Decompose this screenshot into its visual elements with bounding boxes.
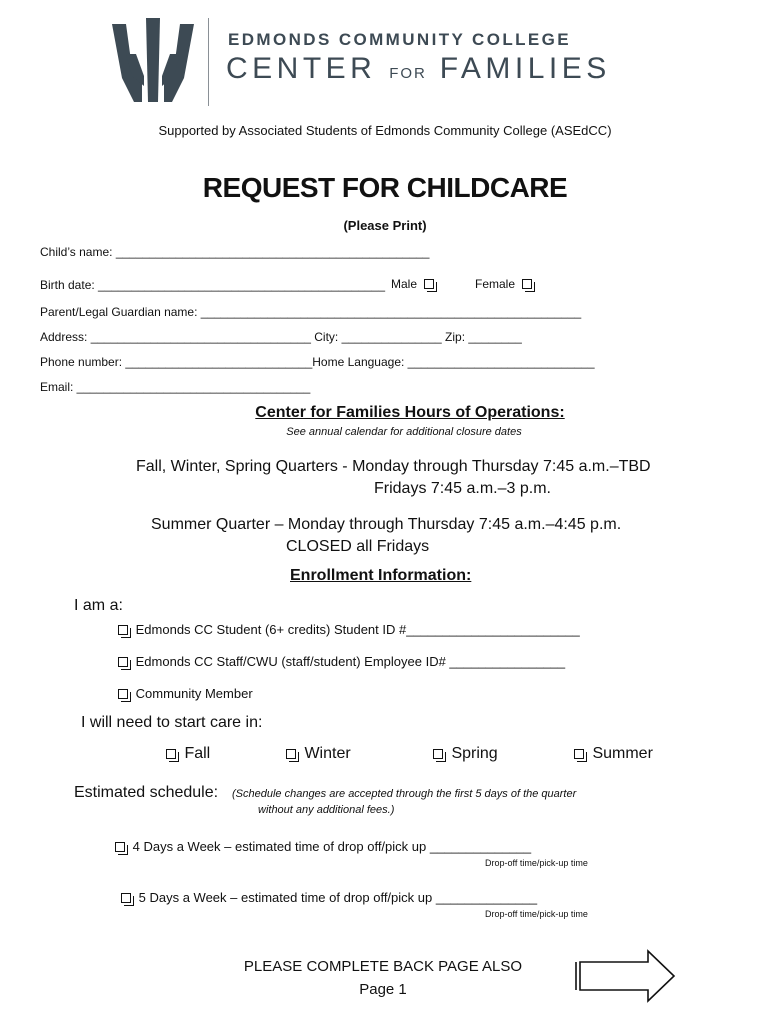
fall-label: Fall (184, 745, 211, 762)
phone-field[interactable]: Phone number: ____________________________Home Language: ____________________________ (40, 355, 595, 369)
enrollment-title: Enrollment Information: (290, 567, 472, 584)
student-label: Edmonds CC Student (6+ credits) Student ID #________________________ (135, 622, 580, 637)
quarter-spring[interactable] (433, 745, 498, 763)
spring-checkbox[interactable] (433, 749, 443, 759)
right-arrow-icon (574, 948, 678, 1004)
supported-line: Supported by Associated Students of Edmonds Community College (ASEdCC) (158, 123, 612, 138)
male-checkbox[interactable] (424, 279, 434, 289)
logo-divider (208, 18, 209, 106)
page-title: REQUEST FOR CHILDCARE (202, 172, 568, 203)
friday-hours: Fridays 7:45 a.m.–3 p.m. (374, 480, 551, 497)
i-am-label: I am a: (74, 597, 123, 614)
summer-hours: Summer Quarter – Monday through Thursday 7:45 a.m.–4:45 p.m. (151, 516, 622, 533)
female-checkbox[interactable] (522, 279, 532, 289)
female-label: Female (475, 277, 516, 291)
child-name-field[interactable]: Child’s name: _______________________________________________ (40, 245, 430, 259)
winter-label: Winter (304, 745, 351, 762)
back-page-notice: PLEASE COMPLETE BACK PAGE ALSO (243, 958, 523, 975)
community-label: Community Member (135, 686, 253, 701)
community-checkbox[interactable] (118, 689, 128, 699)
hours-title: Center for Families Hours of Operations: (255, 404, 565, 421)
birth-date-field[interactable]: Birth date: ___________________________________________ (40, 278, 386, 292)
staff-option[interactable] (118, 654, 565, 669)
four-days-option[interactable] (115, 839, 531, 854)
fall-checkbox[interactable] (166, 749, 176, 759)
five-days-label: 5 Days a Week – estimated time of drop off/pick up ______________ (138, 890, 538, 905)
address-field[interactable]: Address: _________________________________ City: _______________ Zip: ________ (40, 330, 522, 344)
four-days-label: 4 Days a Week – estimated time of drop off/pick up ______________ (132, 839, 532, 854)
org-name: EDMONDS COMMUNITY COLLEGE (228, 30, 572, 49)
trident-logo-icon (112, 18, 194, 108)
schedule-label: Estimated schedule: (74, 784, 219, 801)
fws-hours: Fall, Winter, Spring Quarters - Monday through Thursday 7:45 a.m.–TBD (136, 458, 651, 475)
guardian-field[interactable]: Parent/Legal Guardian name: _________________________________________________________ (40, 305, 582, 319)
male-option[interactable] (391, 277, 438, 291)
start-care-label: I will need to start care in: (81, 714, 263, 731)
please-print: (Please Print) (343, 218, 427, 233)
five-days-option[interactable] (121, 890, 537, 905)
five-days-checkbox[interactable] (121, 893, 131, 903)
winter-checkbox[interactable] (286, 749, 296, 759)
male-label: Male (391, 277, 418, 291)
email-field[interactable]: Email: ___________________________________ (40, 380, 311, 394)
student-checkbox[interactable] (118, 625, 128, 635)
student-option[interactable] (118, 622, 580, 637)
quarter-fall[interactable] (166, 745, 210, 763)
spring-label: Spring (451, 745, 498, 762)
time-caption-1: Drop-off time/pick-up time (485, 858, 588, 868)
page-number: Page 1 (359, 981, 407, 998)
community-option[interactable] (118, 686, 253, 701)
quarter-winter[interactable] (286, 745, 351, 763)
center-name: CENTER FOR FAMILIES (226, 52, 611, 85)
quarter-summer[interactable] (574, 745, 653, 763)
summer-label: Summer (592, 745, 653, 762)
summer-checkbox[interactable] (574, 749, 584, 759)
schedule-note-2: without any additional fees.) (258, 804, 395, 816)
four-days-checkbox[interactable] (115, 842, 125, 852)
staff-label: Edmonds CC Staff/CWU (staff/student) Employee ID# ________________ (135, 654, 566, 669)
female-option[interactable] (475, 277, 536, 291)
time-caption-2: Drop-off time/pick-up time (485, 909, 588, 919)
staff-checkbox[interactable] (118, 657, 128, 667)
summer-closed: CLOSED all Fridays (286, 538, 430, 555)
schedule-note-1: (Schedule changes are accepted through the first 5 days of the quarter (232, 788, 577, 800)
hours-note: See annual calendar for additional closure dates (286, 426, 522, 438)
